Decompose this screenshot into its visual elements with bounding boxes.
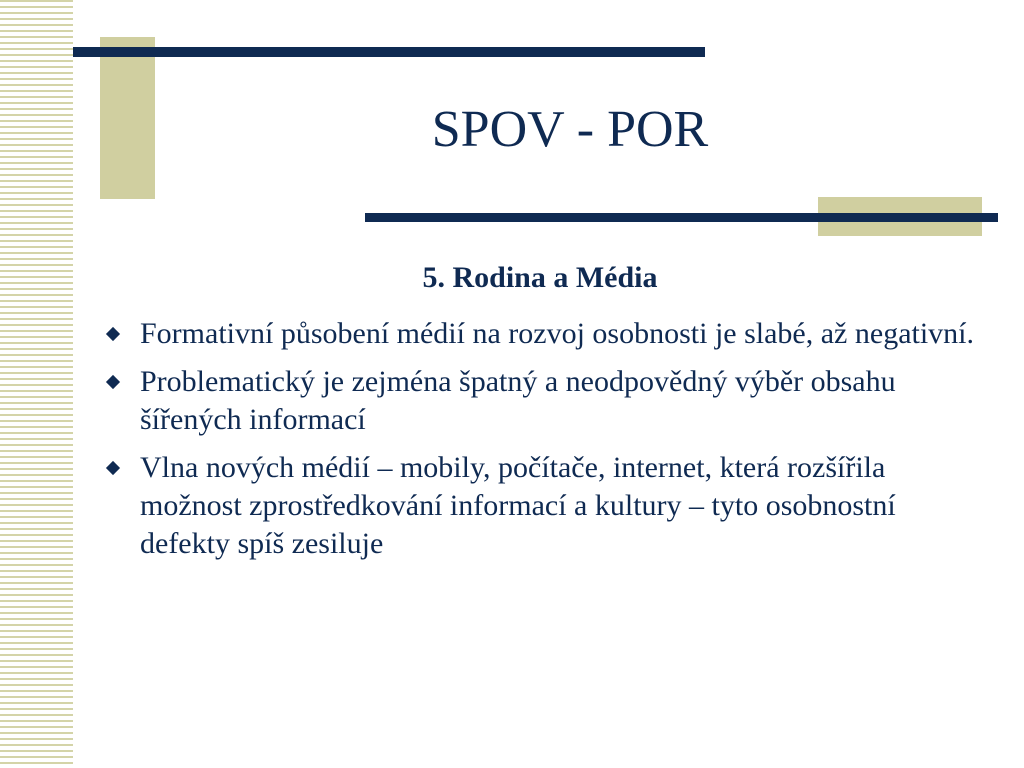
slide-title: SPOV - POR bbox=[431, 101, 709, 158]
diamond-icon bbox=[106, 327, 120, 341]
section-heading: 5. Rodina a Média bbox=[422, 261, 658, 294]
bullet-item bbox=[104, 449, 984, 563]
decorative-block-left bbox=[100, 37, 155, 199]
decorative-stripe-band bbox=[0, 0, 73, 768]
diamond-icon bbox=[106, 461, 120, 475]
bullet-item bbox=[104, 315, 984, 353]
title-rule-top bbox=[73, 47, 705, 57]
bullet-item bbox=[104, 363, 984, 439]
diamond-icon bbox=[106, 375, 120, 389]
title-rule-bottom bbox=[365, 213, 998, 222]
bullet-list bbox=[104, 315, 984, 573]
bullet-text: Problematický je zejména špatný a neodpovědný výběr obsahu šířených informací bbox=[140, 365, 896, 436]
bullet-text: Formativní působení médií na rozvoj osobnosti je slabé, až negativní. bbox=[140, 317, 975, 350]
bullet-text: Vlna nových médií – mobily, počítače, internet, která rozšířila možnost zprostředkování informací a kultury – tyto osobnostní defekty spíš zesiluje bbox=[140, 451, 896, 560]
